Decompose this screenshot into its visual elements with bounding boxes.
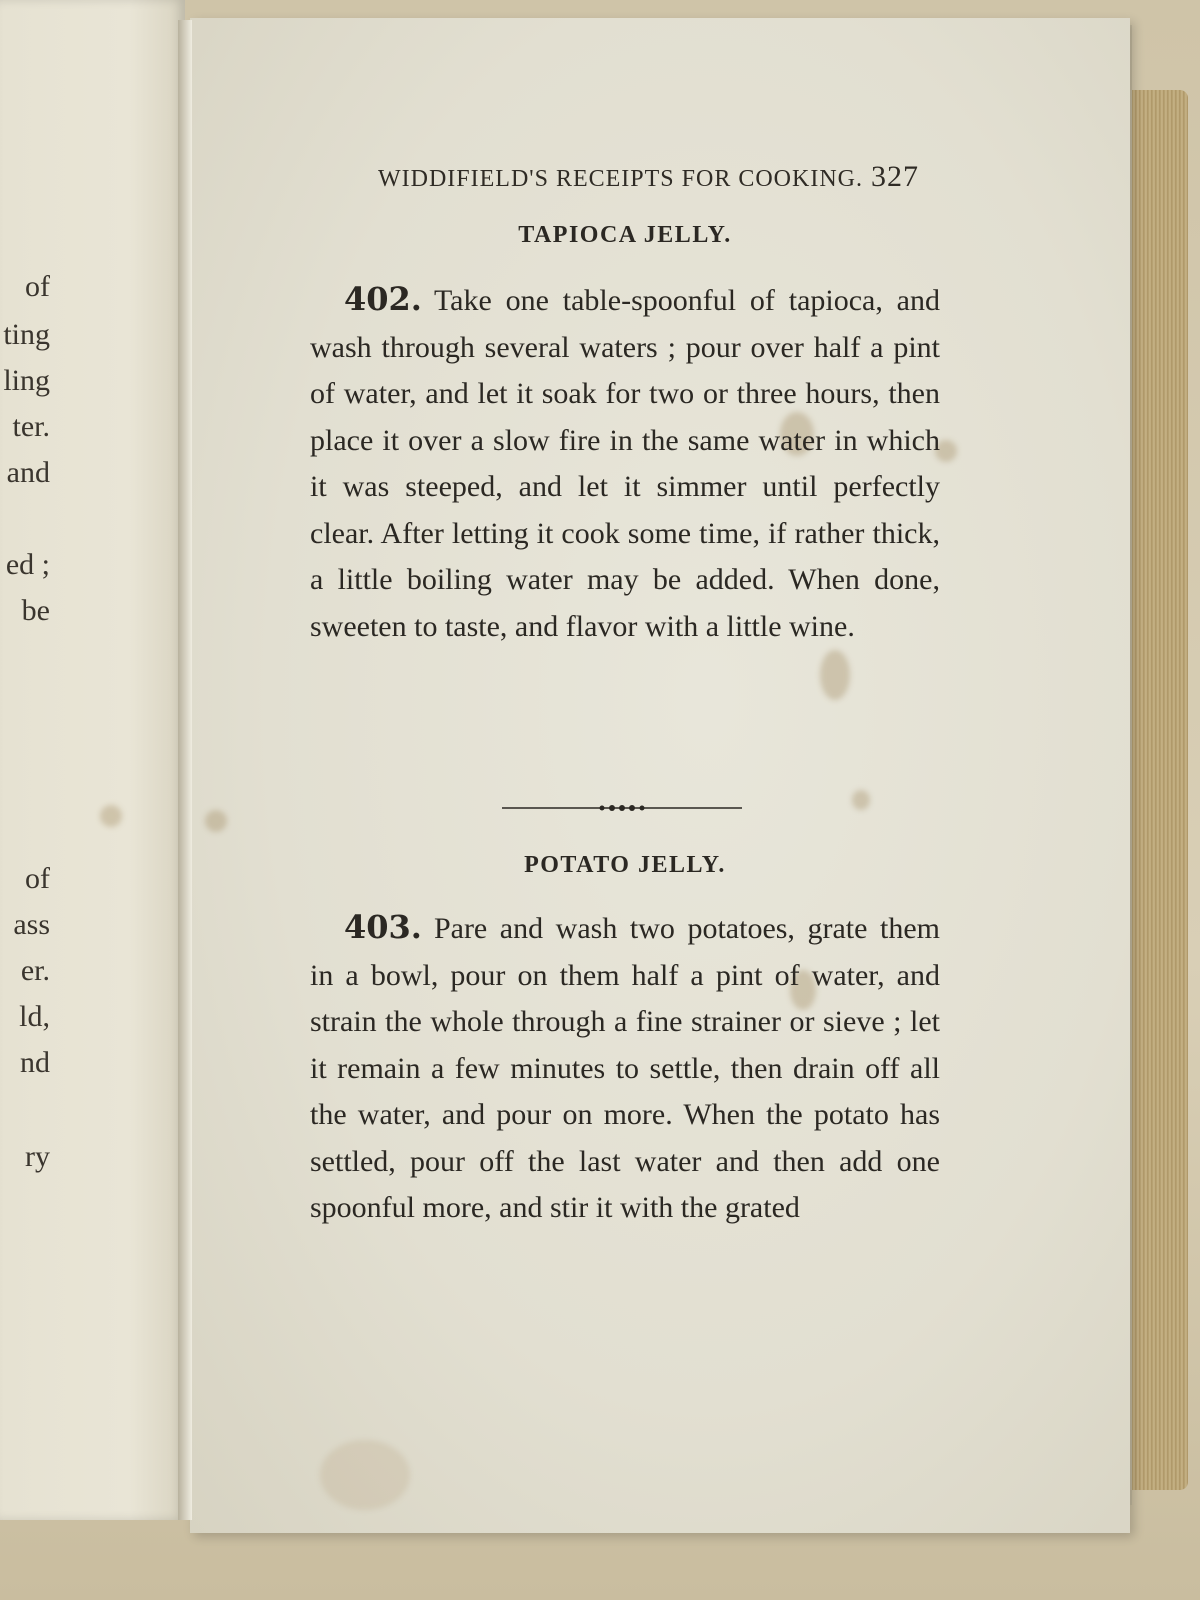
gutter (178, 20, 192, 1520)
running-head-title: WIDDIFIELD'S RECEIPTS FOR COOKING. (378, 166, 863, 192)
left-page-fragment: ter. (12, 410, 50, 443)
stain (320, 1440, 410, 1510)
left-page-fragment: and (6, 456, 50, 489)
recipe-text: Take one table-spoonful of tapioca, and wash through several waters ; pour over half a pint of water, and let it soak for two or three hours, then place it over a slow fire in the same water in which it was steeped, and let it simmer until perfectly clear. After letting it cook some time, if rather thick, a little boiling water may be added. When done, sweeten to taste, and flavor with a little wine. (310, 284, 940, 643)
recipe-body (310, 276, 940, 650)
left-page-fragment: ting (3, 318, 50, 351)
stain (205, 810, 227, 832)
recipe-title: TAPIOCA JELLY. (518, 222, 732, 248)
left-page-fragment: ld, (19, 1000, 50, 1033)
left-page-fragment: nd (20, 1046, 50, 1079)
page-edges (1128, 90, 1188, 1490)
ornamental-divider (502, 802, 742, 814)
left-page-fragment: er. (20, 954, 50, 987)
left-page-fragment: ling (3, 364, 50, 397)
stain (852, 790, 870, 810)
recipe-number: 402. (344, 280, 422, 318)
left-page-fragment: ry (25, 1140, 50, 1173)
left-page-fragment: of (25, 270, 50, 303)
left-page-fragment: ed ; (5, 548, 50, 581)
recipe-title: POTATO JELLY. (524, 852, 726, 878)
recipe-body (310, 904, 940, 1232)
left-page-fragment: of (25, 862, 50, 895)
left-page-fragment: ass (13, 908, 50, 941)
running-head (378, 160, 938, 194)
left-page (0, 0, 185, 1520)
recipe-number: 403. (344, 908, 422, 946)
stain (820, 650, 850, 700)
recipe-text: Pare and wash two potatoes, grate them in a bowl, pour on them half a pint of water, and strain the whole through a fine strainer or sieve ; let it remain a few minutes to settle, then drain off all the water, and pour on more. When the potato has settled, pour off the last water and then add one spoonful more, and stir it with the grated (310, 912, 940, 1224)
stain (100, 805, 122, 827)
left-page-fragment: be (21, 594, 50, 627)
page-number: 327 (871, 160, 919, 193)
